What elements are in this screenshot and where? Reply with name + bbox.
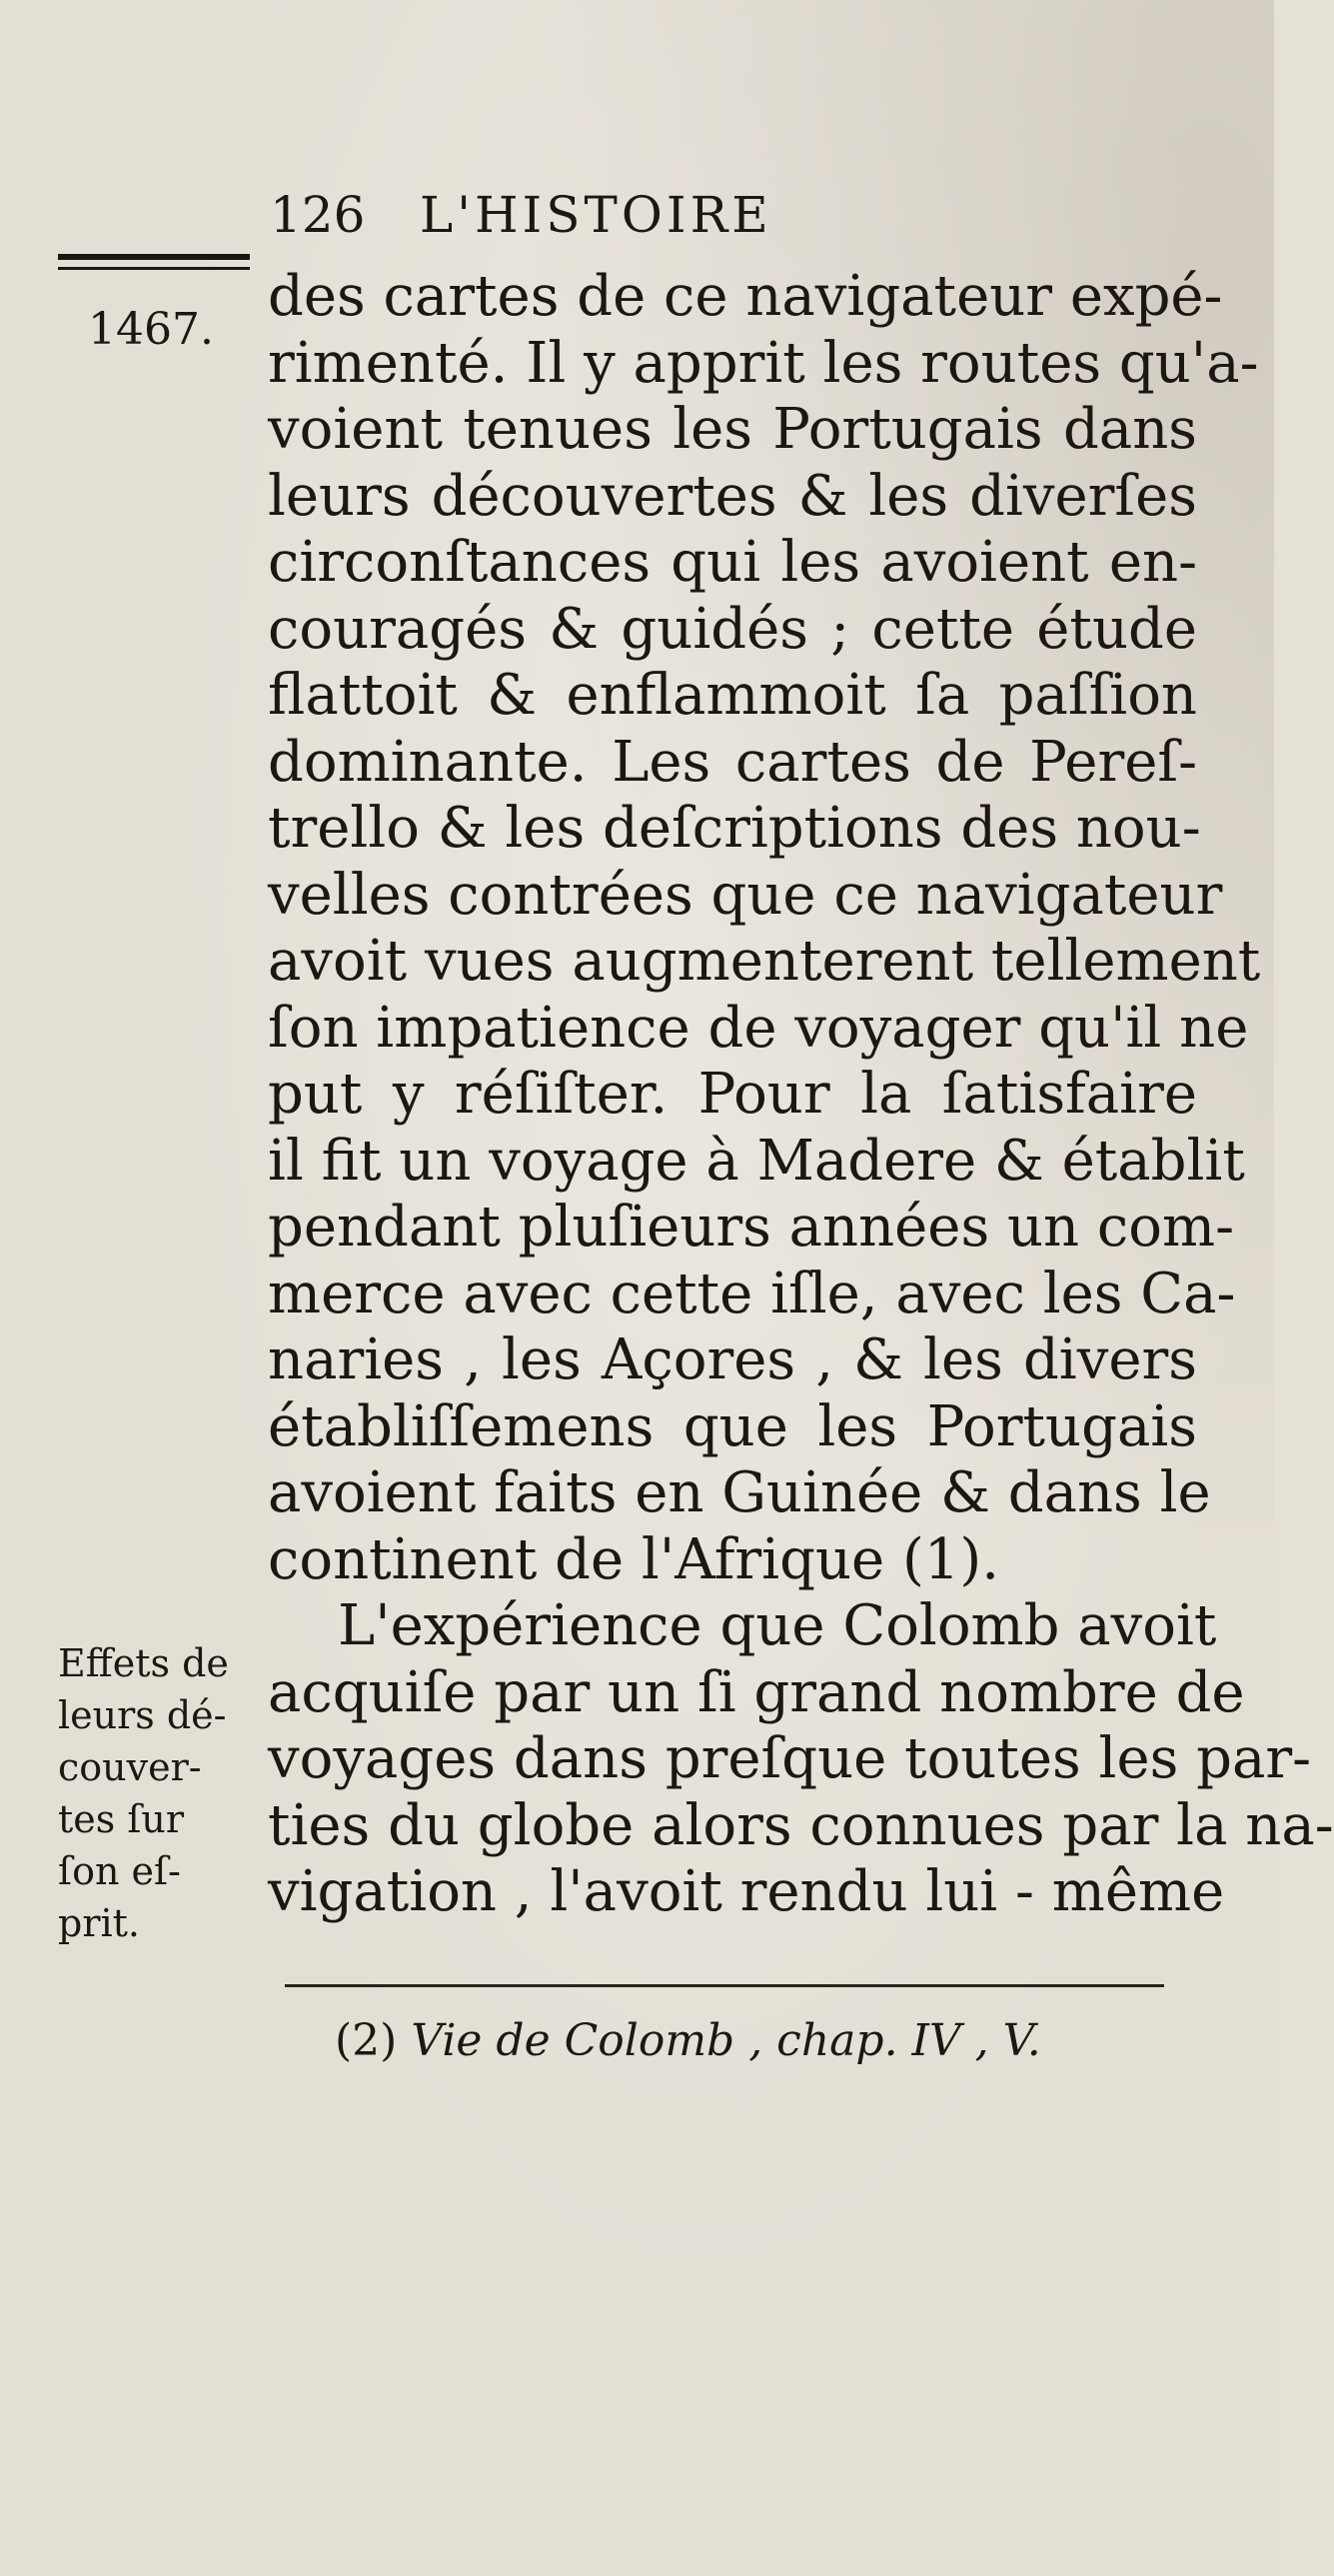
text-line: continent de l'Afrique (1). <box>268 1526 1000 1592</box>
footnote-text: Vie de Colomb , chap. IV , V. <box>411 2015 1041 2066</box>
text-line: vigation , l'avoit rendu lui - même <box>268 1859 1225 1924</box>
margin-note-line: ſon eſ- <box>58 1849 181 1893</box>
footnote-rule <box>285 1984 1164 1987</box>
text-line: L'expérience que Colomb avoit <box>338 1593 1217 1658</box>
text-line: pendant pluſieurs années un com- <box>268 1195 1235 1260</box>
margin-note-line: tes ſur <box>58 1797 185 1841</box>
page-number: 126 <box>270 186 366 244</box>
text-line: acquiſe par un ſi grand nombre de <box>268 1659 1245 1725</box>
header-rule <box>58 254 250 270</box>
text-line: des cartes de ce navigateur expé- <box>268 264 1223 329</box>
text-line: établiſſemens que les Portugais <box>268 1393 1197 1459</box>
text-line: velles contrées que ce navigateur <box>268 862 1223 928</box>
text-line: naries , les Açores , & les divers <box>268 1327 1197 1392</box>
margin-note-line: prit. <box>58 1901 140 1945</box>
text-line: ſon impatience de voyager qu'il ne <box>268 995 1249 1061</box>
running-head <box>270 185 969 245</box>
text-line: merce avec cette iſle, avec les Ca- <box>268 1261 1236 1326</box>
running-title: L'HISTOIRE <box>420 186 772 244</box>
text-line: ties du globe alors connues par la na- <box>268 1792 1334 1858</box>
text-line: rimenté. Il y apprit les routes qu'a- <box>268 330 1259 396</box>
text-line: dominante. Les cartes de Pereſ- <box>268 729 1197 795</box>
text-line: voyages dans preſque toutes les par- <box>268 1726 1312 1791</box>
text-line: circonſtances qui les avoient en- <box>268 530 1197 595</box>
text-line: leurs découvertes & les diverſes <box>268 463 1197 529</box>
text-line: il fit un voyage à Madere & établit <box>268 1128 1245 1194</box>
footnote-ref: (2) <box>335 2015 398 2066</box>
text-line: flattoit & enflammoit ſa paſſion <box>268 663 1197 728</box>
footnote <box>335 2011 1134 2071</box>
text-line: avoit vues augmenterent tellement <box>268 929 1261 994</box>
margin-note-line: couver- <box>58 1745 202 1789</box>
margin-note-line: leurs dé- <box>58 1693 227 1737</box>
text-line: voient tenues les Portugais dans <box>268 397 1197 462</box>
text-line: avoient faits en Guinée & dans le <box>268 1460 1211 1525</box>
text-line: couragés & guidés ; cette étude <box>268 596 1197 662</box>
text-line: put y réſiſter. Pour la ſatisfaire <box>268 1062 1197 1127</box>
text-line: trello & les deſcriptions des nou- <box>268 796 1201 861</box>
body-text <box>268 264 1334 1926</box>
margin-year: 1467. <box>88 304 214 355</box>
margin-note-line: Effets de <box>58 1641 229 1685</box>
margin-note <box>58 1637 268 1949</box>
